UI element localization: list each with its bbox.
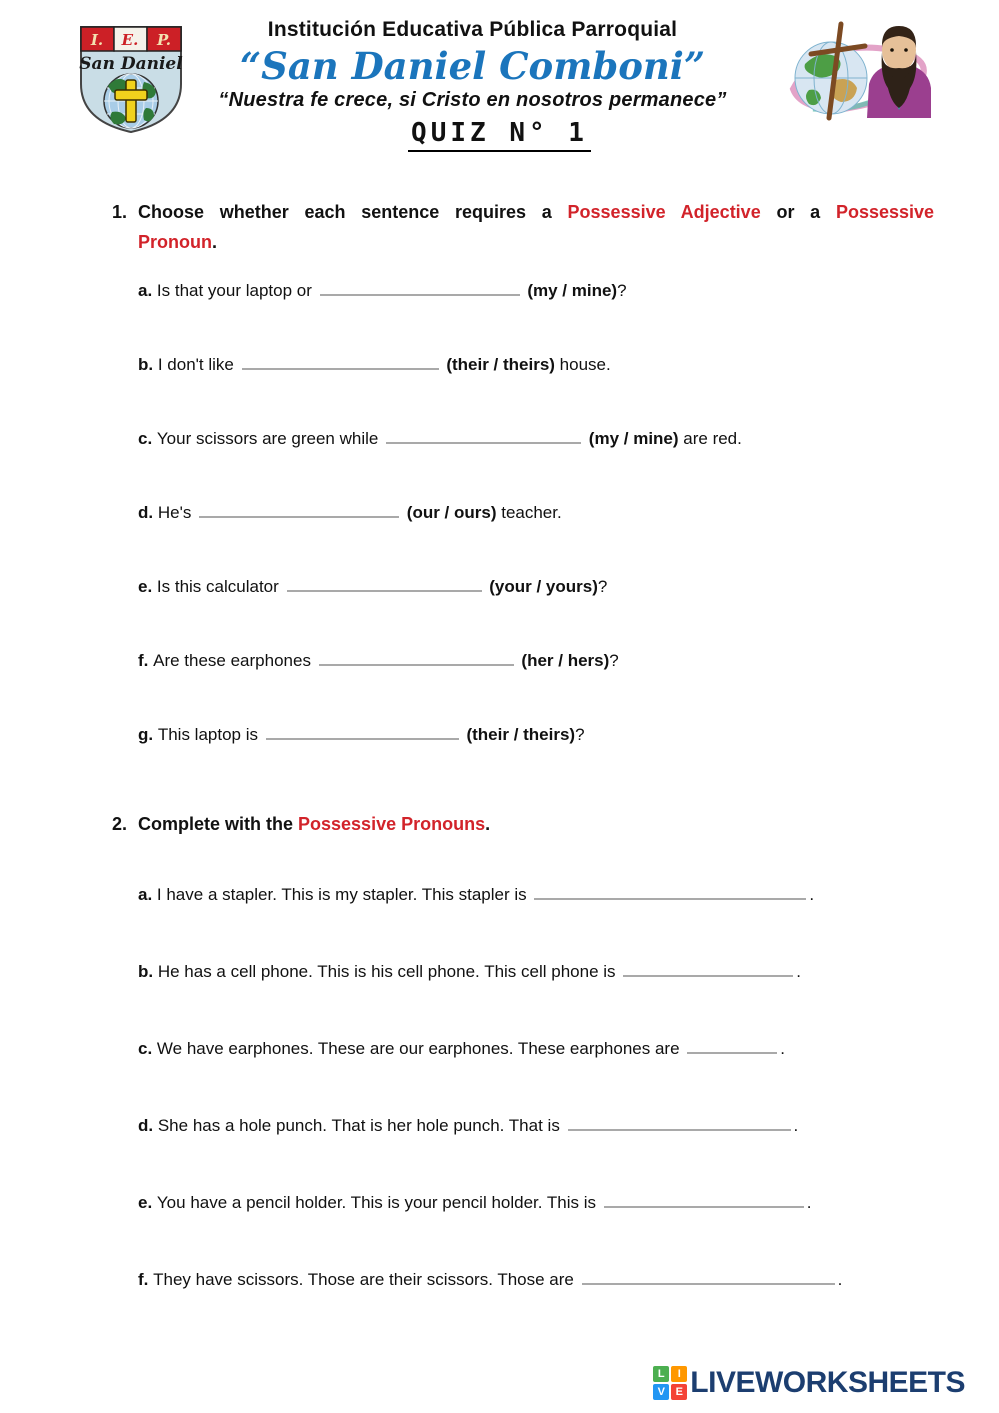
item-tail: ?: [597, 577, 608, 596]
answer-blank[interactable]: [386, 429, 581, 444]
item-tail: teacher.: [496, 503, 562, 522]
exercise-1-number: 1.: [112, 202, 128, 222]
item-tail: house.: [554, 355, 611, 374]
answer-blank[interactable]: [534, 885, 806, 900]
exercise-2-instruction: [112, 809, 942, 839]
liveworksheets-logo-icon: [653, 1366, 687, 1400]
item-tail: .: [809, 885, 815, 904]
liveworksheets-brand: LIVEWORKSHEETS: [690, 1366, 965, 1399]
answer-blank[interactable]: [582, 1270, 835, 1285]
exercise-2: [112, 809, 942, 1290]
item-text: Are these earphones: [153, 651, 316, 670]
item-options: (her / hers): [521, 651, 610, 670]
exercise-2-item-b: [138, 962, 942, 982]
red-keyword: Possessive: [835, 202, 935, 222]
logo-square-e: E: [671, 1384, 687, 1400]
exercise-1-instruction: [112, 197, 942, 257]
item-label: e.: [138, 1193, 157, 1212]
item-text: Is this calculator: [156, 577, 284, 596]
logo-square-l: L: [653, 1366, 669, 1382]
exercise-1: [112, 197, 942, 745]
item-tail: .: [837, 1270, 843, 1289]
institution-name: Institución Educativa Pública Parroquial: [267, 18, 678, 41]
answer-blank[interactable]: [287, 577, 482, 592]
exercise-2-item-d: [138, 1116, 942, 1136]
school-name: “San Daniel Comboni”: [239, 44, 706, 88]
logo-square-v: V: [653, 1384, 669, 1400]
exercise-1-item-c: [138, 429, 942, 449]
item-text: We have earphones. These are our earphones. These earphones are: [156, 1039, 685, 1058]
item-label: b.: [138, 962, 158, 981]
item-tail: ?: [609, 651, 619, 670]
exercise-1-item-d: [138, 503, 942, 523]
item-options: (our / ours): [406, 503, 497, 522]
liveworksheets-footer: [653, 1366, 965, 1400]
exercise-1-item-g: [138, 725, 942, 745]
answer-blank[interactable]: [687, 1039, 777, 1054]
item-tail: .: [780, 1039, 785, 1058]
exercise-1-item-f: [138, 651, 942, 671]
answer-blank[interactable]: [199, 503, 399, 518]
red-keyword: Possessive Pronouns: [298, 814, 486, 834]
answer-blank[interactable]: [266, 725, 459, 740]
crest-letter-i: I.: [90, 31, 104, 49]
exercise-2-number: 2.: [112, 814, 128, 834]
item-tail: .: [793, 1116, 799, 1135]
exercise-1-item-e: [138, 577, 942, 597]
worksheet-content: [112, 197, 942, 1347]
exercise-2-item-f: [138, 1270, 942, 1290]
item-options: (your / yours): [489, 577, 598, 596]
item-label: c.: [138, 1039, 157, 1058]
answer-blank[interactable]: [623, 962, 793, 977]
crest-letter-p: P.: [156, 31, 172, 49]
red-keyword: Possessive Adjective: [567, 202, 761, 222]
item-text: You have a pencil holder. This is your pencil holder. This is: [156, 1193, 601, 1212]
header-text-block: [165, 18, 780, 112]
exercise-2-item-a: [138, 885, 942, 905]
comboni-portrait-image: [783, 14, 935, 126]
exercise-1-instruction-line1: Choose whether each sentence requires a Possessive Adjective or a Possessive: [138, 202, 935, 222]
quiz-title-wrap: [0, 118, 999, 152]
exercise-2-item-c: [138, 1039, 942, 1059]
red-keyword: Pronoun: [138, 232, 212, 252]
page-title: QUIZ N° 1: [408, 118, 591, 152]
item-text: They have scissors. Those are their scissors. Those are: [153, 1270, 579, 1289]
item-text: Your scissors are green while: [156, 429, 384, 448]
exercise-2-instruction-line1: Complete with the Possessive Pronouns.: [138, 814, 491, 834]
item-label: c.: [138, 429, 157, 448]
item-label: a.: [138, 281, 157, 300]
exercise-1-item-a: [138, 281, 942, 301]
item-tail: .: [796, 962, 801, 981]
item-options: (their / theirs): [446, 355, 555, 374]
item-text: She has a hole punch. That is her hole punch. That is: [157, 1116, 565, 1135]
item-options: (my / mine): [588, 429, 679, 448]
item-tail: .: [806, 1193, 812, 1212]
answer-blank[interactable]: [320, 281, 520, 296]
item-options: (their / theirs): [466, 725, 576, 744]
answer-blank[interactable]: [604, 1193, 804, 1208]
item-text: He's: [157, 503, 197, 522]
school-motto: “Nuestra fe crece, si Cristo en nosotros permanece”: [218, 89, 727, 111]
item-label: b.: [138, 355, 158, 374]
answer-blank[interactable]: [568, 1116, 791, 1131]
crest-school-name: San Daniel: [79, 54, 183, 74]
item-label: d.: [138, 503, 158, 522]
item-tail: ?: [617, 281, 627, 300]
item-tail: are red.: [678, 429, 742, 448]
item-label: g.: [138, 725, 158, 744]
item-text: He has a cell phone. This is his cell phone. This cell phone is: [157, 962, 621, 981]
exercise-1-item-b: [138, 355, 942, 375]
exercise-1-instruction-line2: Pronoun.: [138, 232, 218, 252]
item-label: a.: [138, 885, 157, 904]
item-text: I have a stapler. This is my stapler. This stapler is: [156, 885, 532, 904]
item-text: Is that your laptop or: [156, 281, 317, 300]
exercise-1-items: [112, 281, 942, 745]
item-label: f.: [138, 1270, 154, 1289]
answer-blank[interactable]: [242, 355, 439, 370]
item-label: d.: [138, 1116, 158, 1135]
item-text: I don't like: [157, 355, 239, 374]
item-text: This laptop is: [157, 725, 263, 744]
item-options: (my / mine): [527, 281, 618, 300]
item-label: f.: [138, 651, 154, 670]
exercise-2-item-e: [138, 1193, 942, 1213]
item-label: e.: [138, 577, 157, 596]
crest-letter-e: E.: [121, 31, 139, 49]
exercise-2-items: [112, 885, 942, 1290]
answer-blank[interactable]: [319, 651, 514, 666]
item-tail: ?: [575, 725, 585, 744]
logo-square-i: I: [671, 1366, 687, 1382]
